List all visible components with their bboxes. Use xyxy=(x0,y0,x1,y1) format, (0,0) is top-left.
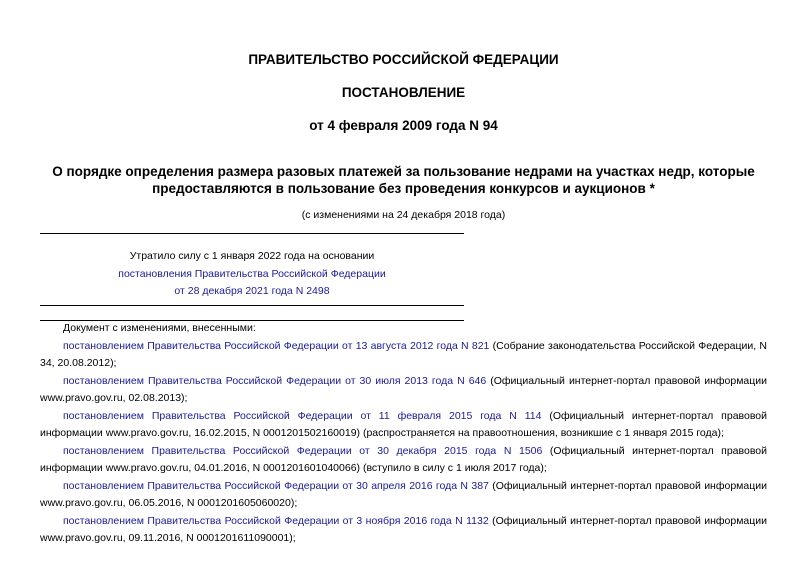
amendment-source: (Официальный интернет-портал правовой информации www.pravo.gov.ru, 09.11.2016, N 0001201611090001); xyxy=(40,514,767,544)
status-link-line1[interactable]: постановления Правительства Российской Федерации xyxy=(118,267,386,280)
amendment-link[interactable]: постановлением Правительства Российской Федерации от 11 февраля 2015 года N 114 xyxy=(63,409,542,422)
revision-note: (с изменениями на 24 декабря 2018 года) xyxy=(301,209,506,221)
amendment-link[interactable]: постановлением Правительства Российской Федерации от 3 ноября 2016 года N 1132 xyxy=(63,514,489,527)
amendment-item xyxy=(40,443,767,478)
amendment-item xyxy=(40,373,767,408)
status-text: Утратило силу с 1 января 2022 года на основании xyxy=(129,250,375,262)
status-link-line2[interactable]: от 28 декабря 2021 года N 2498 xyxy=(174,285,330,297)
document-date-number: от 4 февраля 2009 года N 94 xyxy=(309,118,498,133)
amendments-intro: Документ с изменениями, внесенными: xyxy=(63,322,256,334)
amendment-item xyxy=(40,408,767,443)
divider xyxy=(40,233,464,234)
document-title-line1: О порядке определения размера разовых платежей за пользование недрами на участках недр, которые xyxy=(52,164,755,179)
amendment-source: (Официальный интернет-портал правовой информации www.pravo.gov.ru, 06.05.2016, N 0001201605060020); xyxy=(40,479,767,509)
amendment-item xyxy=(40,338,767,373)
amendment-link[interactable]: постановлением Правительства Российской Федерации от 30 июля 2013 года N 646 xyxy=(63,374,487,387)
amendment-source: (Официальный интернет-портал правовой информации www.pravo.gov.ru, 16.02.2015, N 0001201502160019) (распространяется на правоотношения, возникшие с 1 января 2015 года); xyxy=(40,409,768,439)
document-title-line2: предоставляются в пользование без проведения конкурсов и аукционов * xyxy=(152,181,655,196)
government-title: ПРАВИТЕЛЬСТВО РОССИЙСКОЙ ФЕДЕРАЦИИ xyxy=(248,52,559,67)
document-title xyxy=(0,163,807,197)
amendment-source: (Официальный интернет-портал правовой информации www.pravo.gov.ru, 02.08.2013); xyxy=(40,374,767,404)
amendment-link[interactable]: постановлением Правительства Российской Федерации от 30 апреля 2016 года N 387 xyxy=(63,479,489,492)
amendment-source: (Собрание законодательства Российской Федерации, N 34, 20.08.2012); xyxy=(40,339,768,369)
divider xyxy=(40,305,464,306)
amendment-item xyxy=(40,478,767,513)
amendment-item xyxy=(40,513,767,548)
amendments-list xyxy=(40,320,767,548)
amendment-link[interactable]: постановлением Правительства Российской Федерации от 30 декабря 2015 года N 1506 xyxy=(63,444,543,457)
amendment-link[interactable]: постановлением Правительства Российской Федерации от 13 августа 2012 года N 821 xyxy=(63,339,490,352)
amendment-source: (Официальный интернет-портал правовой информации www.pravo.gov.ru, 04.01.2016, N 0001201601040066) (вступило в силу с 1 июля 2017 года); xyxy=(40,444,767,474)
status-block xyxy=(40,248,464,301)
document-type: ПОСТАНОВЛЕНИЕ xyxy=(341,85,466,100)
